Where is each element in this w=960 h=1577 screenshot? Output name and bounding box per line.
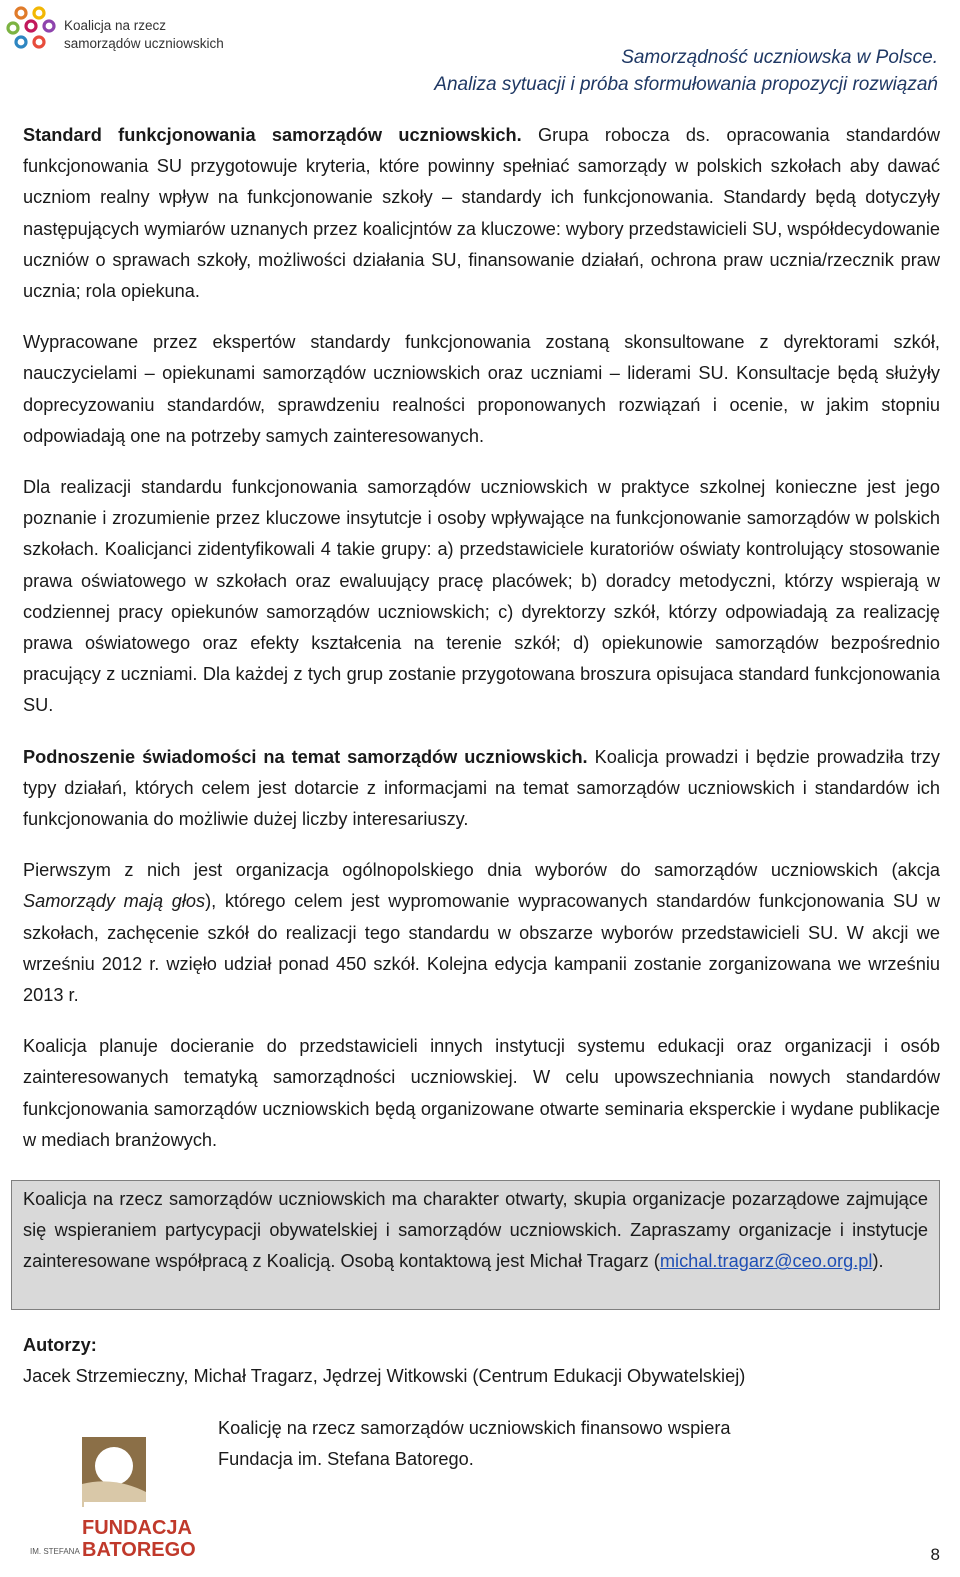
paragraph-awareness-heading: Podnoszenie świadomości na temat samorządów uczniowskich.	[23, 746, 588, 767]
paragraph-standard-heading: Standard funkcjonowania samorządów uczniowskich.	[23, 125, 522, 145]
authors-names: Jacek Strzemieczny, Michał Tragarz, Jędrzej Witkowski (Centrum Edukacji Obywatelskiej)	[23, 1366, 746, 1386]
coalition-info-box	[11, 1180, 940, 1310]
contact-email-link[interactable]: michal.tragarz@ceo.org.pl	[659, 1251, 873, 1272]
batory-foundation-logo	[30, 1432, 200, 1562]
paragraph-awareness-text: Koalicja prowadzi i będzie prowadziła trzy typy działań, których celem jest dotarcie z informacjami na temat samorządów uczniowskich i standardów ich funkcjonowania do możliwie dużej liczby interesariuszy.	[23, 746, 941, 830]
info-box-body: Koalicja na rzecz samorządów uczniowskich ma charakter otwarty, skupia organizacje pozarządowe zajmujące się wspieraniem partycypacji obywatelskiej i samorządów uczniowskich. Zapraszamy organizacje i instytucje zainteresowane współpracą z Koalicją. Osobą kontaktową jest Michał Tragarz (	[23, 1189, 928, 1272]
paragraph-realization: Dla realizacji standardu funkcjonowania samorządów uczniowskich w praktyce szkolnej konieczne jest jego poznanie i zrozumienie przez kluczowe insytutcje i osoby wpływające na funkcjonowanie samorządów w polskich szkołach. Koalicjanci zidentyfikowali 4 takie grupy: a) przedstawiciele kuratoriów oświaty kontrolujący stosowanie prawa oświatowego w szkołach oraz ewaluujący pracę placówek; b) doradcy metodyczni, którzy wspierają w codziennej pracy opiekunów samorządów uczniowskich; c) dyrektorzy szkół, którzy odpowiadają za realizację prawa oświatowego oraz efekty kształcenia na terenie szkół; d) opiekunowie samorządów bezpośrednio pracujący z uczniami. Dla każdej z tych grup zostanie przygotowana broszura opisujaca standard funkcjonowania SU.	[23, 477, 940, 716]
coalition-logo	[6, 4, 246, 56]
paragraph-elections-text-b: ), którego celem jest wypromowanie wypracowanych standardów funkcjonowania SU w szkołach, zachęcenie szkół do realizacji tego standardu w obszarze wyborów przedstawicieli SU. W akcji we wrześniu 2012 r. wzięło udział ponad 450 szkół. Kolejna edycja kampanii zostanie zorganizowana we wrześniu 2013 r.	[23, 891, 940, 1006]
header-title-line-1: Samorządność uczniowska w Polsce.	[621, 47, 938, 68]
paragraph-standard-text: Grupa robocza ds. opracowania standardów funkcjonowania SU przygotowuje kryteria, które powinny spełniać samorządy w polskich szkołach aby dawać uczniom realny wpływ na funkcjonowanie szkoły – standardy ich funkcjonowania. Standardy będą dotyczyły następujących wymiarów uznanych przez koalicjntów za kluczowe: wybory przedstawicieli SU, współdecydowanie uczniów o sprawach szkoły, możliwości działania SU, finansowanie działań, ochrona praw ucznia/rzecznik praw ucznia; rola opiekuna.	[23, 125, 940, 302]
info-box-close: ).	[872, 1251, 884, 1272]
paragraph-elections	[23, 855, 940, 1011]
header-title-line-2: Analiza sytuacji i próba sformułowania propozycji rozwiązań	[434, 74, 938, 95]
authors-section	[23, 1330, 940, 1392]
authors-label: Autorzy:	[23, 1335, 97, 1355]
paragraph-standard	[23, 120, 940, 307]
document-body	[23, 120, 940, 1156]
funding-line-2: Fundacja im. Stefana Batorego.	[218, 1449, 474, 1469]
paragraph-outreach: Koalicja planuje docieranie do przedstawicieli innych instytucji systemu edukacji oraz organizacji i osób zainteresowanych tematyką samorządności uczniowskiej. W celu upowszechniania nowych standardów funkcjonowania samorządów uczniowskich będą organizowane otwarte seminaria eksperckie i wydane publikacje w mediach branżowych.	[23, 1036, 940, 1150]
info-box-text	[23, 1184, 928, 1278]
page-number: 8	[930, 1545, 940, 1564]
paragraph-consultations: Wypracowane przez ekspertów standardy funkcjonowania zostaną skonsultowane z dyrektorami szkół, nauczycielami – opiekunami samorządów uczniowskich oraz uczniami – liderami SU. Konsultacje będą służyły doprecyzowaniu standardów, sprawdzeniu realności proponowanych rozwiązań i ocenie, w jakim stopniu odpowiadają one na potrzeby samych zainteresowanych.	[23, 332, 940, 446]
campaign-name: Samorządy mają głos	[23, 891, 206, 912]
funding-note	[218, 1413, 731, 1475]
batory-logo-small: IM. STEFANA	[30, 1547, 80, 1556]
batory-logo-icon	[30, 1432, 200, 1562]
coalition-logo-text	[64, 17, 224, 53]
funding-line-1: Koalicję na rzecz samorządów uczniowskich finansowo wspiera	[218, 1418, 731, 1438]
logo-line-1: Koalicja na rzecz	[64, 18, 167, 33]
paragraph-elections-text-a: Pierwszym z nich jest organizacja ogólnopolskiego dnia wyborów do samorządów uczniowskich (akcja	[23, 860, 940, 881]
running-header	[434, 44, 938, 98]
paragraph-awareness	[23, 742, 940, 836]
batory-logo-line-2: BATOREGO	[82, 1539, 196, 1561]
coalition-logo-icon	[6, 4, 62, 54]
logo-line-2: samorządów uczniowskich	[64, 36, 224, 51]
batory-logo-line-1: FUNDACJA	[82, 1517, 192, 1539]
